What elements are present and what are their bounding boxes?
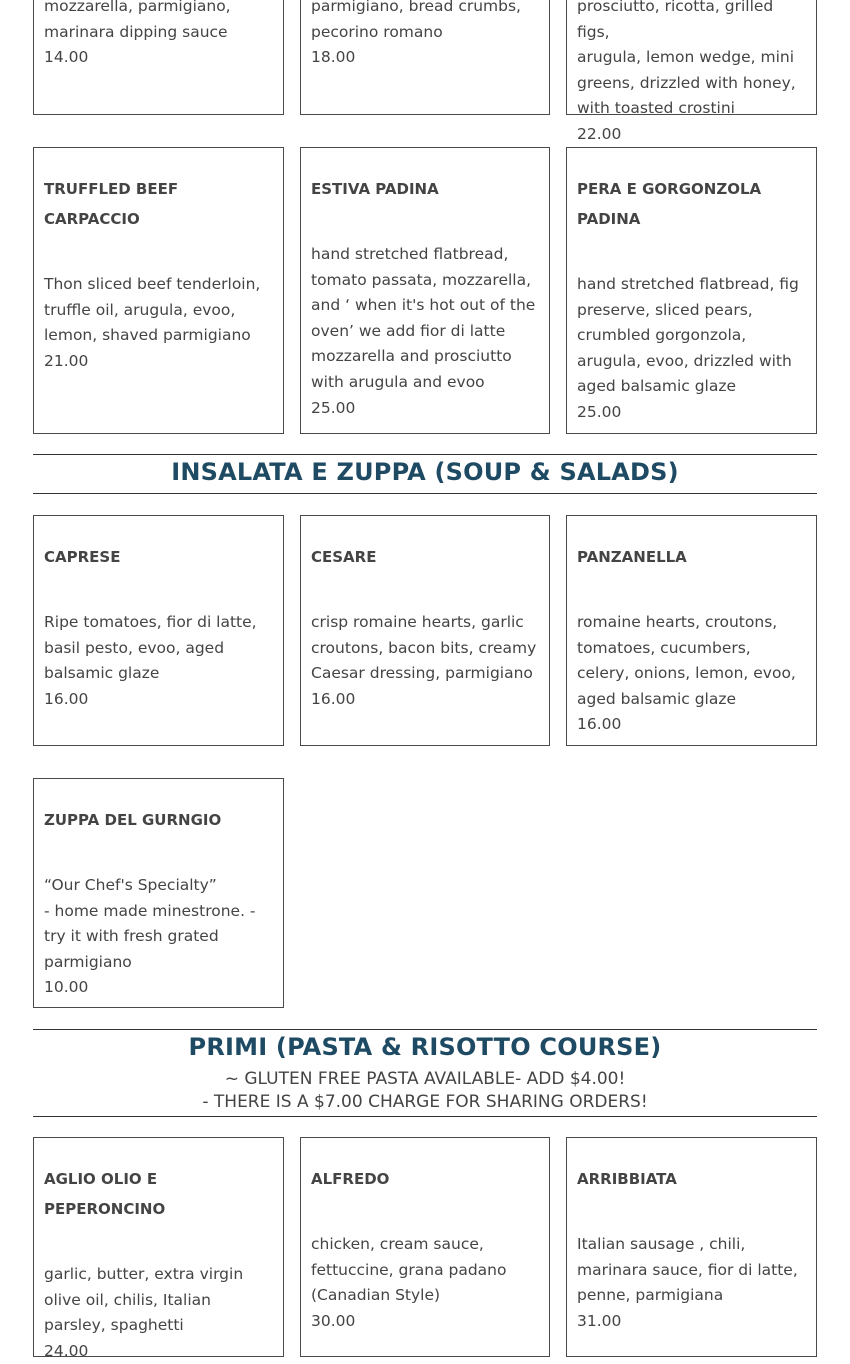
section-title-primi: PRIMI (PASTA & RISOTTO COURSE) xyxy=(188,1033,662,1061)
section-divider-bottom xyxy=(33,1116,817,1117)
dish-price: 16.00 xyxy=(577,715,622,734)
menu-card-panzanella xyxy=(566,515,817,746)
dish-price: 16.00 xyxy=(44,689,89,708)
dish-name: TRUFFLED BEEF CARPACCIO xyxy=(44,180,179,228)
dish-description: mozzarella, parmigiano, xyxy=(44,0,231,15)
menu-card-top-2 xyxy=(300,0,550,115)
menu-card-alfredo xyxy=(300,1137,550,1357)
dish-description: hand stretched flatbread, tomato passata, mozzarella, and ‘ when it's hot out of the oven’ we add fior di latte mozzarella and prosciutto with arugula and evoo xyxy=(311,245,536,391)
menu-card-estiva-padina xyxy=(300,147,550,434)
dish-name: ESTIVA PADINA xyxy=(311,180,439,198)
menu-card-top-3 xyxy=(566,0,817,143)
dish-description: marinara dipping sauce xyxy=(44,22,228,41)
menu-card-aglio-olio xyxy=(33,1137,284,1360)
dish-description: arugula, lemon wedge, mini greens, drizzled with honey, with toasted crostini xyxy=(577,48,796,118)
menu-card-carpaccio xyxy=(33,147,284,434)
dish-price: 31.00 xyxy=(577,1311,622,1330)
dish-price: 25.00 xyxy=(311,398,356,417)
menu-card-pera-gorgonzola xyxy=(566,147,817,434)
dish-name: AGLIO OLIO E PEPERONCINO xyxy=(44,1170,166,1218)
dish-price: 14.00 xyxy=(44,48,89,67)
dish-description: chicken, cream sauce, fettuccine, grana padano (Canadian Style) xyxy=(311,1235,507,1305)
dish-price: 30.00 xyxy=(311,1311,356,1330)
section-note-sharing-charge: - THERE IS A $7.00 CHARGE FOR SHARING ORDERS! xyxy=(202,1092,648,1112)
dish-description: Italian sausage , chili, marinara sauce, fior di latte, penne, parmigiana xyxy=(577,1235,798,1305)
dish-name: CAPRESE xyxy=(44,548,121,566)
dish-description: hand stretched flatbread, fig preserve, sliced pears, crumbled gorgonzola, arugula, evoo, drizzled with aged balsamic glaze xyxy=(577,275,799,396)
menu-card-zuppa xyxy=(33,778,284,1008)
section-divider-bottom xyxy=(33,493,817,494)
dish-name: ARRIBBIATA xyxy=(577,1170,677,1188)
dish-description: crisp romaine hearts, garlic croutons, bacon bits, creamy Caesar dressing, parmigiano xyxy=(311,613,537,683)
dish-description: romaine hearts, croutons, tomatoes, cucumbers, celery, onions, lemon, evoo, aged balsamic glaze xyxy=(577,613,796,708)
section-note-gluten-free: ~ GLUTEN FREE PASTA AVAILABLE- ADD $4.00! xyxy=(224,1069,626,1089)
menu-card-arribbiata xyxy=(566,1137,817,1357)
section-divider-top xyxy=(33,1029,817,1030)
section-title-soup-salads: INSALATA E ZUPPA (SOUP & SALADS) xyxy=(171,458,679,486)
dish-note: “Our Chef's Specialty” xyxy=(44,876,217,894)
dish-description: parmigiano, bread crumbs, xyxy=(311,0,521,15)
dish-description: garlic, butter, extra virgin olive oil, chilis, Italian parsley, spaghetti xyxy=(44,1265,244,1335)
dish-description: - home made minestrone. - try it with fresh grated parmigiano xyxy=(44,901,256,971)
menu-card-top-1 xyxy=(33,0,284,115)
dish-name: ALFREDO xyxy=(311,1170,390,1188)
dish-price: 21.00 xyxy=(44,351,89,370)
dish-price: 18.00 xyxy=(311,48,356,67)
dish-price: 10.00 xyxy=(44,978,89,997)
menu-card-cesare xyxy=(300,515,550,746)
section-divider-top xyxy=(33,454,817,455)
dish-description: prosciutto, ricotta, grilled figs, xyxy=(577,0,774,41)
dish-price: 22.00 xyxy=(577,124,622,143)
menu-card-caprese xyxy=(33,515,284,746)
dish-name: ZUPPA DEL GURNGIO xyxy=(44,811,222,829)
dish-price: 16.00 xyxy=(311,689,356,708)
dish-name: PERA E GORGONZOLA PADINA xyxy=(577,180,762,228)
dish-description: Ripe tomatoes, fior di latte, basil pesto, evoo, aged balsamic glaze xyxy=(44,613,257,683)
dish-name: CESARE xyxy=(311,548,377,566)
dish-price: 24.00 xyxy=(44,1341,89,1360)
dish-name: PANZANELLA xyxy=(577,548,687,566)
dish-price: 25.00 xyxy=(577,402,622,421)
dish-description: pecorino romano xyxy=(311,22,443,41)
dish-description: Thon sliced beef tenderloin, truffle oil, arugula, evoo, lemon, shaved parmigiano xyxy=(44,275,261,345)
